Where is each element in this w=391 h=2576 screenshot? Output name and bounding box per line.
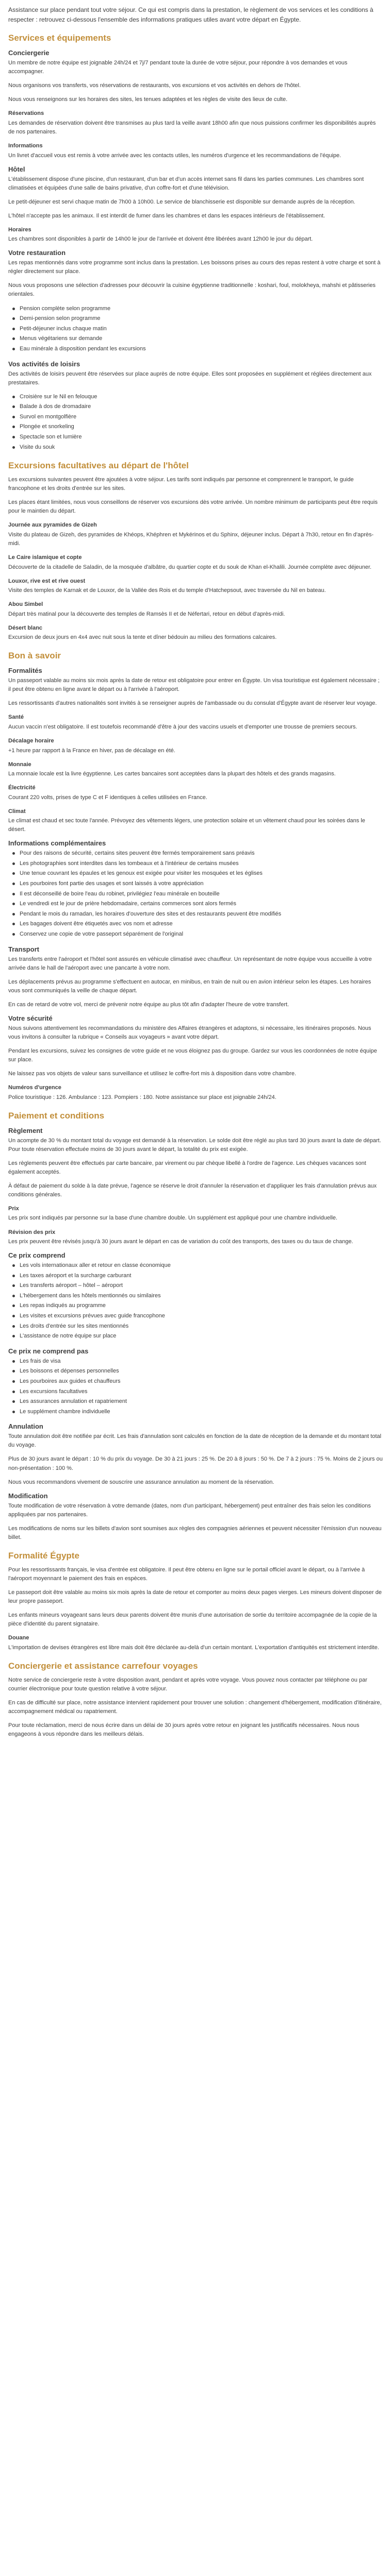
bullet-icon xyxy=(12,436,15,438)
paragraph: Les règlements peuvent être effectués par carte bancaire, par virement ou par chèque libellé à l'ordre de l'agence. Les chèques vacances sont également acceptés. xyxy=(8,1160,366,1175)
item-label: Prix xyxy=(8,1205,19,1212)
bullet-icon xyxy=(12,933,15,936)
list-item xyxy=(12,433,383,442)
paragraph: Nous organisons vos transferts, vos réservations de restaurants, vos excursions et vos activités en dehors de l'hôtel. xyxy=(8,82,301,89)
section-title: Formalité Égypte xyxy=(8,1550,79,1561)
bullet-icon xyxy=(12,1400,15,1403)
section xyxy=(8,650,383,1101)
list-item xyxy=(12,1281,383,1291)
paragraph: Un acompte de 30 % du montant total du voyage est demandé à la réservation. Le solde doit être réglé au plus tard 30 jours avant la date de départ. Pour toute réservation effectuée moins de 30 jours avant le départ, la totalité du prix est exigée. xyxy=(8,1137,381,1153)
list-item-text: Plongée et snorkeling xyxy=(20,423,74,430)
bullet-icon xyxy=(12,1411,15,1413)
bullet-icon xyxy=(12,337,15,340)
paragraph: Pendant les excursions, suivez les consignes de votre guide et ne vous éloignez pas du groupe. Gardez sur vous les coordonnées de notre équipe sur place. xyxy=(8,1047,377,1063)
list-item-text: Les droits d'entrée sur les sites mentionnés xyxy=(20,1323,129,1329)
item-label: Climat xyxy=(8,808,26,815)
paragraph: Les ressortissants d'autres nationalités sont invités à se renseigner auprès de l'ambassade ou du consulat d'Égypte avant de réserver leur voyage. xyxy=(8,700,377,707)
list-item-text: Spectacle son et lumière xyxy=(20,433,82,440)
paragraph: Le petit-déjeuner est servi chaque matin de 7h00 à 10h00. Le service de blanchisserie est disponible sur demande auprès de la réception. xyxy=(8,198,355,205)
list-item xyxy=(12,1397,383,1406)
list-item xyxy=(12,393,383,402)
bullet-icon xyxy=(12,1315,15,1317)
paragraph: Pour les ressortissants français, le visa d'entrée est obligatoire. Il peut être obtenu en ligne sur le portail officiel avant le départ, ou à l'arrivée à l'aéroport moyennant le paiement des frais en espèces. xyxy=(8,1566,365,1582)
list-item-text: Croisière sur le Nil en felouque xyxy=(20,393,97,400)
list-item-text: L'assistance de notre équipe sur place xyxy=(20,1333,117,1340)
paragraph: Les transferts entre l'aéroport et l'hôtel sont assurés en véhicule climatisé avec chauffeur. Un représentant de notre équipe vous accueille à votre arrivée dans le hall de l'aéroport avec une pancarte à votre nom. xyxy=(8,956,372,971)
bullet-icon xyxy=(12,872,15,875)
paragraph: L'établissement dispose d'une piscine, d'un restaurant, d'un bar et d'un accès internet sans fil dans les parties communes. Les chambres sont climatisées et équipées d'une salle de bains privative, d'un coffre-fort et d'une télévision. xyxy=(8,176,364,191)
paragraph: Notre service de conciergerie reste à votre disposition avant, pendant et après votre voyage. Vous pouvez nous contacter par téléphone ou par courrier électronique pour toute question relative à votre séjour. xyxy=(8,1676,367,1692)
item-label: Désert blanc xyxy=(8,624,43,631)
paragraph: Un membre de notre équipe est joignable 24h/24 et 7j/7 pendant toute la durée de votre séjour, pour répondre à vos demandes et vous accompagner. xyxy=(8,60,348,75)
bullet-icon xyxy=(12,883,15,885)
paragraph: Les modifications de noms sur les billets d'avion sont soumises aux règles des compagnies aériennes et peuvent nécessiter l'émission d'un nouveau billet. xyxy=(8,1525,382,1540)
bullet-icon xyxy=(12,416,15,418)
list-item-text: Les taxes aéroport et la surcharge carburant xyxy=(20,1272,132,1279)
section xyxy=(8,1660,383,1739)
list-item xyxy=(12,879,383,889)
bullet-icon xyxy=(12,317,15,320)
list-item xyxy=(12,402,383,412)
list-item xyxy=(12,304,383,314)
section-title: Paiement et conditions xyxy=(8,1110,105,1121)
bullet-icon xyxy=(12,1335,15,1337)
subsection-heading: Transport xyxy=(8,945,39,953)
list-item xyxy=(12,1377,383,1386)
list-item xyxy=(12,314,383,324)
list-item-text: Conservez une copie de votre passeport séparément de l'original xyxy=(20,930,184,937)
bullet-icon xyxy=(12,1380,15,1383)
list-item xyxy=(12,1301,383,1311)
list-item xyxy=(12,849,383,858)
item-label: Santé xyxy=(8,714,24,721)
section xyxy=(8,1550,383,1652)
item-text: Visite du plateau de Gizeh, des pyramides de Khéops, Khéphren et Mykérinos et du Sphinx, déjeuner inclus. Départ à 7h30, retour en fin d'après-midi. xyxy=(8,531,374,547)
section-title: Bon à savoir xyxy=(8,651,61,661)
list-item xyxy=(12,859,383,869)
list-item-text: Demi-pension selon programme xyxy=(20,315,101,322)
paragraph: À défaut de paiement du solde à la date prévue, l'agence se réserve le droit d'annuler la réservation et d'appliquer les frais d'annulation prévus aux conditions générales. xyxy=(8,1182,377,1198)
bullet-icon xyxy=(12,913,15,916)
bullet-icon xyxy=(12,396,15,398)
list-item-text: Les frais de visa xyxy=(20,1358,61,1364)
list-item xyxy=(12,930,383,939)
item-text: +1 heure par rapport à la France en hiver, pas de décalage en été. xyxy=(8,747,175,754)
list-item-text: Pendant le mois du ramadan, les horaires d'ouverture des sites et des restaurants peuvent être modifiés xyxy=(20,910,282,917)
item-label: Le Caire islamique et copte xyxy=(8,554,82,561)
subsection-heading: Hôtel xyxy=(8,165,25,173)
paragraph: Les places étant limitées, nous vous conseillons de réserver vos excursions dès votre arrivée. Un nombre minimum de participants peut être requis pour le maintien du départ. xyxy=(8,499,378,515)
bullet-icon xyxy=(12,1391,15,1393)
bullet-icon xyxy=(12,308,15,310)
section xyxy=(8,32,383,452)
subsection-heading: Ce prix ne comprend pas xyxy=(8,1347,89,1355)
list-item xyxy=(12,920,383,929)
section-title: Services et équipements xyxy=(8,33,111,43)
paragraph: Nous vous recommandons vivement de souscrire une assurance annulation au moment de la réservation. xyxy=(8,1479,274,1485)
section xyxy=(8,1110,383,1542)
item-text: Départ très matinal pour la découverte des temples de Ramsès II et de Néfertari, retour en début d'après-midi. xyxy=(8,611,285,617)
item-text: La monnaie locale est la livre égyptienne. Les cartes bancaires sont acceptées dans la plupart des hôtels et des grands magasins. xyxy=(8,771,336,777)
paragraph: Toute annulation doit être notifiée par écrit. Les frais d'annulation sont calculés en fonction de la date de réception de la demande et du montant total du voyage. xyxy=(8,1433,382,1449)
bullet-icon xyxy=(12,893,15,895)
bullet-icon xyxy=(12,426,15,428)
bullet-list xyxy=(8,304,383,354)
paragraph: Nous vous renseignons sur les horaires des sites, les tenues adaptées et les règles de visite des lieux de culte. xyxy=(8,96,288,103)
item-text: Un livret d'accueil vous est remis à votre arrivée avec les contacts utiles, les numéros d'urgence et les recommandations de l'équipe. xyxy=(8,152,341,159)
list-item xyxy=(12,900,383,909)
item-label: Monnaie xyxy=(8,761,31,768)
list-item xyxy=(12,1261,383,1270)
list-item xyxy=(12,1272,383,1281)
bullet-icon xyxy=(12,328,15,330)
list-item-text: Les bagages doivent être étiquetés avec vos nom et adresse xyxy=(20,921,173,927)
paragraph: Un passeport valable au moins six mois après la date de retour est obligatoire pour entrer en Égypte. Un visa touristique est également nécessaire ; il peut être obtenu en ligne avant le départ ou à l'arrivée à l'aéroport. xyxy=(8,677,380,693)
list-item-text: Les excursions facultatives xyxy=(20,1388,88,1395)
bullet-icon xyxy=(12,1264,15,1267)
list-item xyxy=(12,422,383,432)
list-item-text: Le vendredi est le jour de prière hebdomadaire, certains commerces sont alors fermés xyxy=(20,901,237,907)
paragraph: Ne laissez pas vos objets de valeur sans surveillance et utilisez le coffre-fort mis à disposition dans votre chambre. xyxy=(8,1071,297,1077)
paragraph: Les repas mentionnés dans votre programme sont inclus dans la prestation. Les boissons prises au cours des repas restent à votre charge et sont à régler directement sur place. xyxy=(8,260,381,275)
list-item xyxy=(12,1322,383,1331)
paragraph: Les excursions suivantes peuvent être ajoutées à votre séjour. Les tarifs sont indiqués par personne et comprennent le transport, le guide francophone et les droits d'entrée sur les sites. xyxy=(8,477,354,492)
subsection-heading: Informations complémentaires xyxy=(8,839,106,848)
bullet-icon xyxy=(12,446,15,449)
item-label: Informations xyxy=(8,143,43,149)
list-item-text: Petit-déjeuner inclus chaque matin xyxy=(20,325,107,332)
paragraph: Les déplacements prévus au programme s'effectuent en autocar, en minibus, en train de nuit ou en avion intérieur selon les étapes. Les horaires vous sont communiqués la veille de chaque départ. xyxy=(8,978,371,994)
list-item-text: Les boissons et dépenses personnelles xyxy=(20,1368,119,1375)
paragraph: Le passeport doit être valable au moins six mois après la date de retour et comporter au moins deux pages vierges. Les mineurs doivent disposer de leur propre passeport. xyxy=(8,1589,382,1605)
item-text: Découverte de la citadelle de Saladin, de la mosquée d'albâtre, du quartier copte et du souk de Khan el-Khalili. Journée complète avec déjeuner. xyxy=(8,564,372,570)
list-item xyxy=(12,345,383,354)
intro-text: Assistance sur place pendant tout votre séjour. Ce qui est compris dans la prestation, le règlement de vos services et les conditions à respecter : retrouvez ci-dessous l'ensemble des informations pratiques utiles avant votre départ en Égypte. xyxy=(8,6,373,23)
list-item-text: Les repas indiqués au programme xyxy=(20,1302,106,1309)
bullet-icon xyxy=(12,1304,15,1307)
item-text: Les prix peuvent être révisés jusqu'à 30 jours avant le départ en cas de variation du coût des transports, des taxes ou du taux de change. xyxy=(8,1239,353,1245)
bullet-icon xyxy=(12,923,15,925)
subsection-heading: Votre sécurité xyxy=(8,1014,53,1022)
bullet-icon xyxy=(12,1325,15,1328)
subsection-heading: Ce prix comprend xyxy=(8,1251,66,1260)
item-label: Louxor, rive est et rive ouest xyxy=(8,578,86,584)
list-item xyxy=(12,443,383,452)
list-item xyxy=(12,1357,383,1366)
subsection-heading: Modification xyxy=(8,1492,48,1500)
list-item xyxy=(12,1332,383,1341)
paragraph: Des activités de loisirs peuvent être réservées sur place auprès de notre équipe. Elles sont proposées en supplément et réglées directement aux prestataires. xyxy=(8,370,372,386)
bullet-list xyxy=(8,1357,383,1417)
list-item-text: Les pourboires aux guides et chauffeurs xyxy=(20,1378,121,1384)
subsection-heading: Formalités xyxy=(8,667,42,675)
item-label: Horaires xyxy=(8,226,31,233)
item-text: Visite des temples de Karnak et de Louxor, de la Vallée des Rois et du temple d'Hatchepsout, avec traversée du Nil en bateau. xyxy=(8,587,326,594)
item-label: Décalage horaire xyxy=(8,738,54,744)
list-item xyxy=(12,413,383,422)
list-item-text: Balade à dos de dromadaire xyxy=(20,403,91,410)
list-item-text: Les visites et excursions prévues avec guide francophone xyxy=(20,1313,165,1319)
item-text: Les demandes de réservation doivent être transmises au plus tard la veille avant 18h00 afin que nous puissions confirmer les disponibilités auprès de nos partenaires. xyxy=(8,120,376,135)
list-item-text: L'hébergement dans les hôtels mentionnés ou similaires xyxy=(20,1292,161,1299)
list-item-text: Pour des raisons de sécurité, certains sites peuvent être fermés temporairement sans préavis xyxy=(20,850,255,857)
bullet-icon xyxy=(12,852,15,855)
paragraph: En cas de difficulté sur place, notre assistance intervient rapidement pour trouver une solution : changement d'hébergement, modification d'itinéraire, accompagnement médical ou rapatriement. xyxy=(8,1699,382,1715)
item-text: Les chambres sont disponibles à partir de 14h00 le jour de l'arrivée et doivent être libérées avant 12h00 le jour du départ. xyxy=(8,236,313,243)
list-item xyxy=(12,1367,383,1376)
list-item xyxy=(12,1387,383,1397)
list-item xyxy=(12,325,383,334)
list-item xyxy=(12,910,383,919)
list-item-text: Eau minérale à disposition pendant les excursions xyxy=(20,345,146,352)
list-item-text: Survol en montgolfière xyxy=(20,413,77,420)
bullet-icon xyxy=(12,348,15,350)
bullet-icon xyxy=(12,1275,15,1277)
bullet-icon xyxy=(12,405,15,408)
section xyxy=(8,460,383,642)
section-title: Conciergerie et assistance carrefour voyages xyxy=(8,1660,198,1671)
list-item-text: Le supplément chambre individuelle xyxy=(20,1408,110,1415)
list-item xyxy=(12,869,383,878)
paragraph: En cas de retard de votre vol, merci de prévenir notre équipe au plus tôt afin d'adapter l'heure de votre transfert. xyxy=(8,1001,289,1008)
item-text: L'importation de devises étrangères est libre mais doit être déclarée au-delà d'un certain montant. L'exportation d'antiquités est strictement interdite. xyxy=(8,1644,379,1651)
subsection-heading: Vos activités de loisirs xyxy=(8,360,80,368)
paragraph: Nous suivons attentivement les recommandations du ministère des Affaires étrangères et adaptons, si nécessaire, les itinéraires proposés. Nous vous invitons à consulter la rubrique « Conseils aux voyageurs » avant votre départ. xyxy=(8,1025,371,1040)
list-item-text: Pension complète selon programme xyxy=(20,305,111,312)
subsection-heading: Règlement xyxy=(8,1126,43,1134)
list-item-text: Menus végétariens sur demande xyxy=(20,335,103,342)
paragraph: Nous vous proposons une sélection d'adresses pour découvrir la cuisine égyptienne traditionnelle : koshari, foul, molokheya, mahshi et pâtisseries orientales. xyxy=(8,282,376,298)
item-label: Numéros d'urgence xyxy=(8,1084,61,1091)
paragraph: L'hôtel n'accepte pas les animaux. Il est interdit de fumer dans les chambres et dans les espaces intérieurs de l'établissement. xyxy=(8,212,325,219)
paragraph: Pour toute réclamation, merci de nous écrire dans un délai de 30 jours après votre retour en joignant les justificatifs nécessaires. Nous nous engageons à vous répondre dans les meilleurs délais. xyxy=(8,1722,360,1738)
item-label: Réservations xyxy=(8,110,44,117)
bullet-list xyxy=(8,1261,383,1341)
list-item-text: Visite du souk xyxy=(20,444,55,450)
item-label: Douane xyxy=(8,1635,29,1641)
item-text: Le climat est chaud et sec toute l'année. Prévoyez des vêtements légers, une protection solaire et un vêtement chaud pour les soirées dans le désert. xyxy=(8,818,365,833)
item-text: Les prix sont indiqués par personne sur la base d'une chambre double. Un supplément est appliqué pour une chambre individuelle. xyxy=(8,1215,338,1222)
list-item xyxy=(12,1408,383,1417)
item-label: Abou Simbel xyxy=(8,601,43,608)
item-label: Révision des prix xyxy=(8,1229,56,1235)
bullet-icon xyxy=(12,862,15,865)
bullet-icon xyxy=(12,1295,15,1297)
subsection-heading: Votre restauration xyxy=(8,249,66,257)
paragraph: Plus de 30 jours avant le départ : 10 % du prix du voyage. De 30 à 21 jours : 25 %. De 20 à 8 jours : 50 %. De 7 à 2 jours : 75 %. Moins de 2 jours ou non-présentation : 100 %. xyxy=(8,1456,383,1471)
section-title: Excursions facultatives au départ de l'hôtel xyxy=(8,461,189,471)
paragraph: Les enfants mineurs voyageant sans leurs deux parents doivent être munis d'une autorisation de sortie du territoire accompagnée de la copie de la pièce d'identité du parent signataire. xyxy=(8,1612,377,1628)
list-item-text: Les photographies sont interdites dans les tombeaux et à l'intérieur de certains musées xyxy=(20,860,239,867)
list-item-text: Les vols internationaux aller et retour en classe économique xyxy=(20,1262,171,1269)
bullet-list xyxy=(8,849,383,939)
bullet-icon xyxy=(12,1360,15,1363)
list-item-text: Les pourboires font partie des usages et sont laissés à votre appréciation xyxy=(20,880,204,887)
item-label: Journée aux pyramides de Gizeh xyxy=(8,522,97,529)
document-content xyxy=(8,32,383,1739)
list-item-text: Les assurances annulation et rapatriement xyxy=(20,1398,127,1405)
bullet-icon xyxy=(12,903,15,905)
bullet-icon xyxy=(12,1370,15,1372)
subsection-heading: Conciergerie xyxy=(8,49,50,57)
list-item-text: Les transferts aéroport – hôtel – aéroport xyxy=(20,1282,123,1289)
item-label: Électricité xyxy=(8,785,36,791)
paragraph: Toute modification de votre réservation à votre demande (dates, nom d'un participant, hébergement) peut entraîner des frais selon les conditions appliquées par nos partenaires. xyxy=(8,1502,371,1518)
list-item xyxy=(12,1312,383,1321)
subsection-heading: Annulation xyxy=(8,1422,43,1431)
list-item xyxy=(12,334,383,344)
item-text: Courant 220 volts, prises de type C et F identiques à celles utilisées en France. xyxy=(8,794,207,801)
item-text: Aucun vaccin n'est obligatoire. Il est toutefois recommandé d'être à jour des vaccins usuels et d'emporter une trousse de premiers secours. xyxy=(8,723,357,730)
bullet-list xyxy=(8,393,383,452)
bullet-icon xyxy=(12,1284,15,1287)
item-text: Excursion de deux jours en 4x4 avec nuit sous la tente et dîner bédouin au milieu des formations calcaires. xyxy=(8,634,277,641)
item-text: Police touristique : 126. Ambulance : 123. Pompiers : 180. Notre assistance sur place est joignable 24h/24. xyxy=(8,1094,276,1100)
list-item-text: Il est déconseillé de boire l'eau du robinet, privilégiez l'eau minérale en bouteille xyxy=(20,890,220,897)
list-item-text: Une tenue couvrant les épaules et les genoux est exigée pour visiter les mosquées et les églises xyxy=(20,870,263,877)
list-item xyxy=(12,1292,383,1301)
list-item xyxy=(12,890,383,899)
